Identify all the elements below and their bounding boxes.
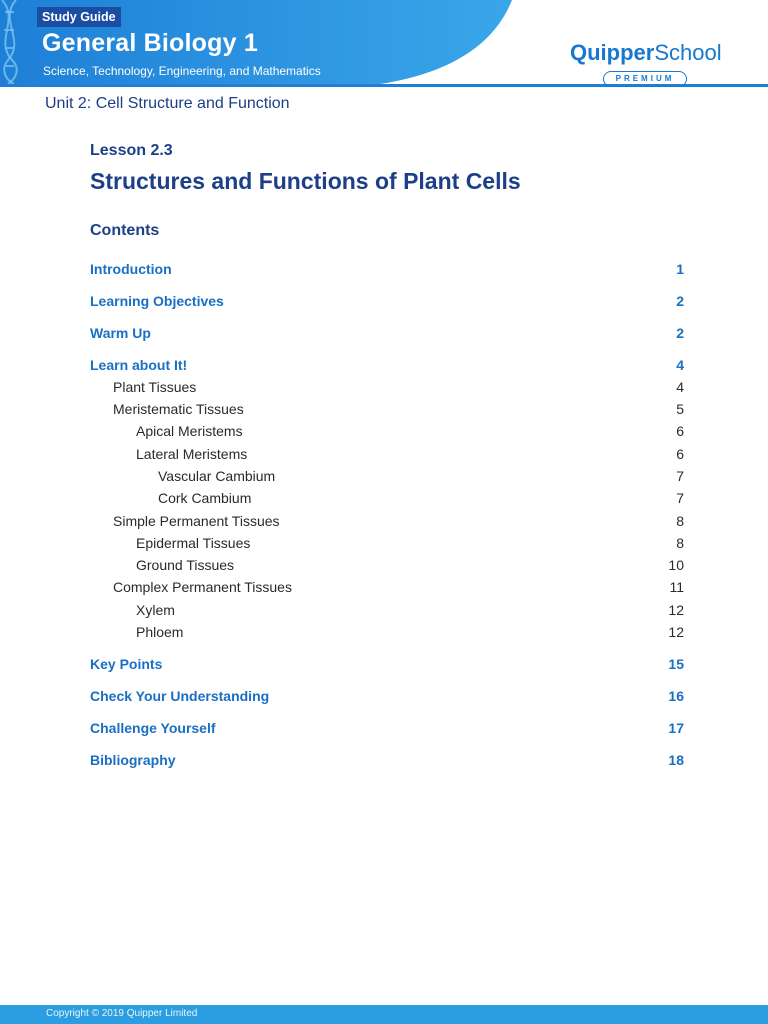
toc-page: 4: [676, 357, 684, 373]
toc-page: 18: [668, 752, 684, 768]
toc-entry[interactable]: [90, 258, 684, 280]
toc-entry[interactable]: [90, 443, 684, 465]
toc-title: Introduction: [90, 261, 172, 277]
toc-page: 2: [676, 293, 684, 309]
toc-page: 10: [668, 557, 684, 573]
toc-entry[interactable]: [90, 510, 684, 532]
toc-page: 4: [676, 379, 684, 395]
toc-page: 6: [676, 446, 684, 462]
toc-title: Phloem: [136, 624, 184, 640]
toc-title: Apical Meristems: [136, 423, 243, 439]
logo-wordmark: [570, 38, 730, 68]
toc-page: 17: [668, 720, 684, 736]
toc-title: Bibliography: [90, 752, 176, 768]
toc-title: Meristematic Tissues: [113, 401, 244, 417]
toc-page: 12: [668, 602, 684, 618]
toc-title: Complex Permanent Tissues: [113, 579, 292, 595]
toc-page: 7: [676, 490, 684, 506]
toc-entry[interactable]: [90, 487, 684, 509]
copyright-text: Copyright © 2019 Quipper Limited: [46, 1008, 198, 1019]
study-guide-badge: Study Guide: [37, 7, 121, 27]
toc-title: Key Points: [90, 656, 163, 672]
toc-entry[interactable]: [90, 554, 684, 576]
toc-page: 8: [676, 513, 684, 529]
toc-entry[interactable]: [90, 420, 684, 442]
toc-title: Challenge Yourself: [90, 720, 216, 736]
lesson-number: Lesson 2.3: [90, 142, 173, 159]
toc-title: Learning Objectives: [90, 293, 224, 309]
toc-title: Vascular Cambium: [158, 468, 276, 484]
toc-entry[interactable]: [90, 749, 684, 771]
toc-entry[interactable]: [90, 621, 684, 643]
toc-page: 2: [676, 325, 684, 341]
toc-page: 6: [676, 423, 684, 439]
quipper-school-logo: [570, 38, 730, 83]
unit-heading: Unit 2: Cell Structure and Function: [45, 95, 290, 112]
premium-badge: PREMIUM: [603, 71, 687, 87]
logo-brand-regular: School: [654, 40, 722, 65]
toc-title: Plant Tissues: [113, 379, 197, 395]
toc-entry[interactable]: [90, 532, 684, 554]
toc-entry[interactable]: [90, 376, 684, 398]
toc-entry[interactable]: [90, 599, 684, 621]
toc-page: 16: [668, 688, 684, 704]
toc-entry[interactable]: [90, 576, 684, 598]
toc-entry[interactable]: [90, 653, 684, 675]
toc-page: 8: [676, 535, 684, 551]
toc-title: Cork Cambium: [158, 490, 252, 506]
footer-bar: [0, 1005, 768, 1024]
toc-title: Xylem: [136, 602, 175, 618]
toc-entry[interactable]: [90, 717, 684, 739]
toc-entry[interactable]: [90, 354, 684, 376]
toc-title: Warm Up: [90, 325, 151, 341]
toc-entry[interactable]: [90, 685, 684, 707]
toc-page: 11: [669, 579, 684, 595]
logo-brand-bold: Quipper: [570, 40, 655, 65]
toc-entry[interactable]: [90, 322, 684, 344]
toc-entry[interactable]: [90, 398, 684, 420]
toc-page: 1: [676, 261, 684, 277]
course-title: General Biology 1: [42, 29, 258, 57]
toc-title: Ground Tissues: [136, 557, 235, 573]
toc-entry[interactable]: [90, 465, 684, 487]
lesson-title: Structures and Functions of Plant Cells: [90, 168, 521, 194]
toc-title: Learn about It!: [90, 357, 188, 373]
toc-title: Lateral Meristems: [136, 446, 248, 462]
toc-page: 5: [676, 401, 684, 417]
course-subtitle: Science, Technology, Engineering, and Mathematics: [43, 64, 321, 78]
dna-helix-icon: [0, 0, 40, 84]
contents-heading: Contents: [90, 222, 160, 239]
toc-entry[interactable]: [90, 290, 684, 312]
toc-title: Epidermal Tissues: [136, 535, 251, 551]
toc-page: 12: [668, 624, 684, 640]
toc-title: Check Your Understanding: [90, 688, 270, 704]
toc-title: Simple Permanent Tissues: [113, 513, 280, 529]
toc-page: 15: [668, 656, 684, 672]
toc-page: 7: [676, 468, 684, 484]
